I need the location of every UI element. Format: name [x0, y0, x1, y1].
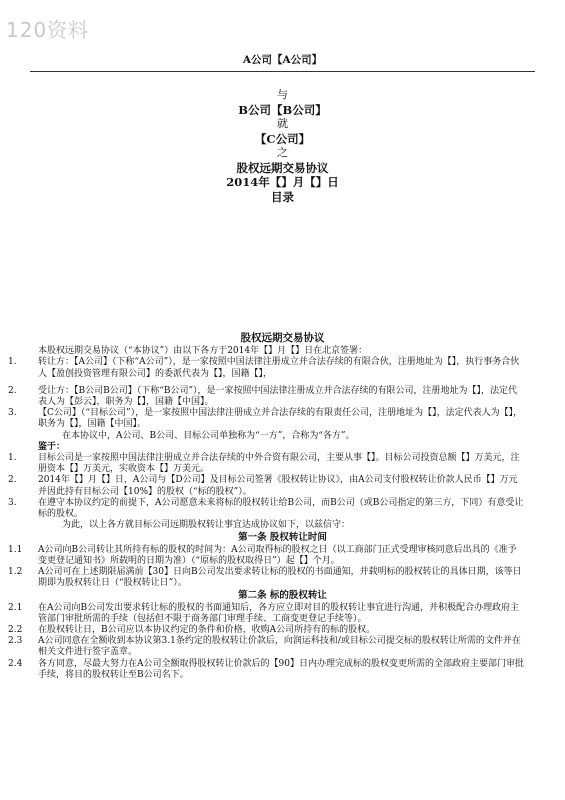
clause-number: 1.1: [8, 544, 23, 555]
party-item: [0, 386, 565, 408]
cover-line-and: 与: [277, 88, 288, 101]
clause-text: 在股权转让日，B公司应以本协议约定的条件和价格，收购A公司所持有的标的股权。: [38, 625, 376, 636]
cover-target-company: 【C公司】: [254, 131, 311, 146]
clause-item: [0, 659, 565, 681]
clause-text: A公司向B公司转让其所持有标的股权的时间为：A公司取得标的股权之日（以工商部门正式受理审核同意后出具的《准予变更登记通知书》所载明的日期为准）（“原标的股权取得日”）起【】个月。: [38, 544, 517, 566]
party-number: 3.: [8, 408, 17, 419]
clause-item: [0, 625, 565, 636]
clause-number: 1.2: [8, 567, 23, 578]
party-text: 转让方：【A公司】（下称“A公司”），是一家按照中国法律注册成立并合法存续的有限合伙，注册地址为【】，执行事务合伙人【盈创投资管理有限公司】的委派代表为【】，国籍【】，: [38, 357, 520, 379]
party-number: 1.: [8, 357, 17, 368]
clause-text: A公司同意在全额收到本协议第3.1条约定的股权转让价款后，向润运科技和/或目标公司提交标的股权转让所需的文件并在相关文件进行签字盖章。: [38, 636, 521, 658]
clause-text: 在A公司向B公司发出要求转让标的股权的书面通知后，各方应立即对目的股权转让事宜进行沟通，并积极配合办理政府主管部门审批所需的手续（包括但不限于商务部门审理手续、工商变更登记手续等）。: [38, 602, 520, 624]
cover-agreement-title: 股权远期交易协议: [236, 160, 329, 175]
recital-number: 2.: [8, 475, 17, 486]
cover-line-regarding: 就: [277, 117, 288, 130]
clause-number: 2.3: [8, 636, 23, 647]
watermark: 120资料: [6, 18, 90, 42]
clause-item: [0, 545, 565, 567]
parties-note: 在本协议中，A公司、B公司、目标公司单独称为“一方”，合称为“各方”。: [62, 430, 355, 441]
recital-item: [0, 475, 565, 497]
article-2-title: 第二条 标的股权转让: [238, 590, 327, 602]
cover-block: [0, 88, 565, 204]
party-item: [0, 357, 565, 379]
clause-number: 2.4: [8, 658, 23, 669]
clause-item: [0, 636, 565, 658]
clause-text: A公司可在上述期限届满前【30】日向B公司发出要求转让标的股权的书面通知，并载明标的股权转让的具体日期，该等日期即为股权转让日（“股权转让日”）。: [38, 567, 522, 589]
cover-toc-heading: 目录: [271, 189, 294, 204]
agreement-body: [0, 333, 565, 681]
clause-text: 各方同意，尽最大努力在A公司全额取得股权转让价款后的【90】日内办理完成标的股权变更所需的全部政府主要部门审批手续，将目的股权转让至B公司名下。: [38, 658, 524, 680]
cover-party-b: B公司【B公司】: [238, 102, 327, 117]
clause-number: 2.2: [8, 625, 23, 636]
article-1-title: 第一条 股权转让时间: [238, 532, 327, 544]
recitals-note: 为此，以上各方就目标公司远期股权转让事宜达成协议如下，以兹信守：: [62, 520, 351, 531]
recitals-heading: 鉴于：: [38, 441, 66, 452]
intro-paragraph: 本股权远期交易协议（“本协议”）由以下各方于2014年【】月【】日在北京签署：: [38, 346, 368, 357]
cover-date: 2014年【】月【】日: [226, 175, 339, 189]
party-item: [0, 408, 565, 430]
recital-text: 在遵守本协议约定的前提下，A公司愿意未来将标的股权转让给B公司，而B公司（或B公司指定的第三方，下同）有意受让标的股权。: [38, 497, 524, 520]
agreement-title: 股权远期交易协议: [240, 332, 325, 344]
party-text: 【C公司】（“目标公司”），是一家按照中国法律注册成立并合法存续的有限责任公司，注册地址为【】，法定代表人为【】，职务为【】，国籍【中国】。: [38, 408, 523, 430]
party-number: 2.: [8, 385, 17, 396]
clause-item: [0, 567, 565, 589]
recital-number: 3.: [8, 497, 17, 508]
recital-number: 1.: [8, 453, 17, 464]
clause-number: 2.1: [8, 602, 23, 613]
recital-item: [0, 453, 565, 475]
cover-line-of: 之: [277, 146, 288, 159]
clause-item: [0, 603, 565, 625]
page-header: A公司【A公司】: [30, 52, 535, 72]
party-text: 受让方：【B公司B公司】（下称“B公司”），是一家按照中国法律注册成立并合法存续的有限公司，注册地址为【】，法定代表人为【彭云】，职务为【】，国籍【中国】。: [38, 385, 518, 408]
recital-item: [0, 498, 565, 520]
recital-text: 目标公司是一家按照中国法律注册成立并合法存续的中外合资有限公司，主要从事【】。目标公司投资总额【】万美元，注册资本【】万美元，实收资本【】万美元。: [38, 453, 520, 475]
recital-text: 2014年【】月【】日，A公司与【D公司】及目标公司签署《股权转让协议》，由A公司支付股权转让价款人民币【】万元并因此持有目标公司【10%】的股权（“标的股权”）。: [38, 475, 518, 497]
